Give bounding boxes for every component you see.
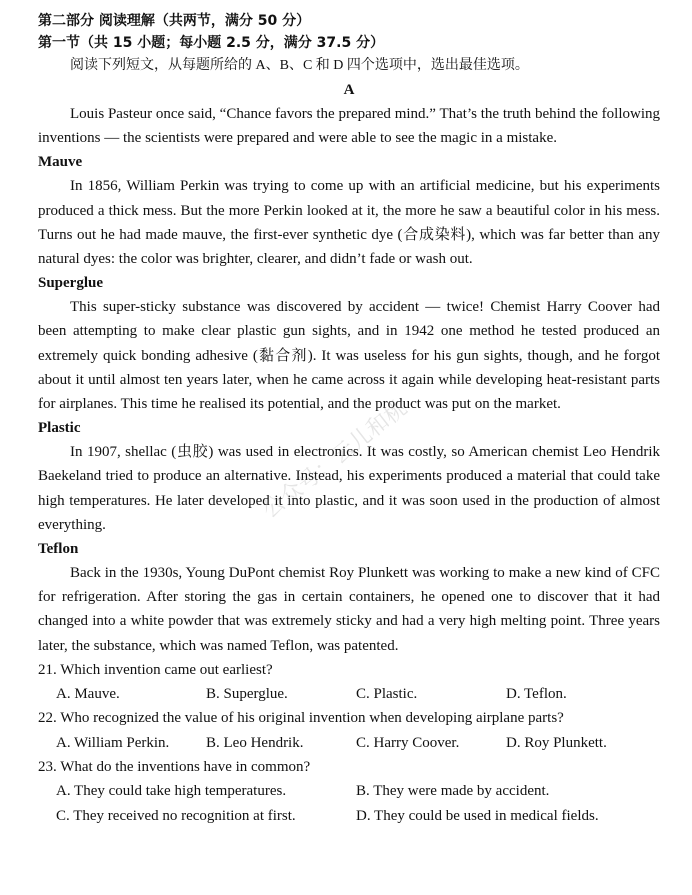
option-c[interactable]: C. Plastic. xyxy=(356,686,418,703)
question-23-options-row2 xyxy=(38,804,660,828)
option-b[interactable]: B. They were made by accident. xyxy=(356,783,550,800)
option-a[interactable]: A. Mauve. xyxy=(56,686,120,703)
option-a[interactable]: A. William Perkin. xyxy=(56,734,170,751)
option-b[interactable]: B. Leo Hendrik. xyxy=(206,734,304,751)
section-title-superglue: Superglue xyxy=(38,275,104,292)
intro-paragraph: Louis Pasteur once said, “Chance favors the prepared mind.” That’s the truth behind the following inventions — the scientists were prepared and were able to see the magic in a mistake. xyxy=(38,106,660,147)
section-title-mauve: Mauve xyxy=(38,154,83,171)
option-c[interactable]: C. Harry Coover. xyxy=(356,734,460,751)
section-text-plastic: In 1907, shellac (虫胶) was used in electronics. It was costly, so American chemist Leo Hendrik Baekeland tried to produce an alternative. Instead, his experiments produced a material that could take high temperatures. He later developed it into plastic, and it was soon used in the production of almost everything. xyxy=(38,444,660,533)
option-c[interactable]: C. They received no recognition at first. xyxy=(56,807,296,824)
watermark: 公众号：云儿和桃 xyxy=(258,395,413,524)
option-d[interactable]: D. Roy Plunkett. xyxy=(506,734,607,751)
option-a[interactable]: A. They could take high temperatures. xyxy=(56,783,287,800)
option-b[interactable]: B. Superglue. xyxy=(206,686,288,703)
question-23: 23. What do the inventions have in common? xyxy=(38,759,311,776)
section-text-superglue: This super-sticky substance was discovered by accident — twice! Chemist Harry Coover had been attempting to make clear plastic gun sights, and in 1942 one method he tested produced an extremely quick bonding adhesive (黏合剂). It was useless for his gun sights, though, and he forgot about it until almost ten years later, when he came across it again while developing heat-resistant parts for airplanes. This time he realised its potential, and the product was put on the market. xyxy=(38,299,660,413)
option-d[interactable]: D. They could be used in medical fields. xyxy=(356,807,599,824)
section-title-plastic: Plastic xyxy=(38,420,81,437)
question-21-options xyxy=(38,682,660,706)
section-title-teflon: Teflon xyxy=(38,541,79,558)
question-22-options xyxy=(38,731,660,755)
section-heading: 第一节（共 15 小题；每小题 2.5 分，满分 37.5 分） xyxy=(38,35,385,51)
question-21: 21. Which invention came out earliest? xyxy=(38,661,273,678)
passage-label: A xyxy=(343,82,355,98)
part-heading: 第二部分 阅读理解（共两节，满分 50 分） xyxy=(38,13,311,29)
option-d[interactable]: D. Teflon. xyxy=(506,686,567,703)
question-22: 22. Who recognized the value of his original invention when developing airplane parts? xyxy=(38,710,564,727)
question-23-options-row1 xyxy=(38,779,660,803)
section-text-mauve: In 1856, William Perkin was trying to come up with an artificial medicine, but his experiments produced a thick mess. But the more Perkin looked at it, the more he saw a beautiful color in his mess. Turns out he had made mauve, the first-ever synthetic dye (合成染料), which was far better than any natural dyes: the color was brighter, clearer, and didn’t fade or wash out. xyxy=(38,178,660,268)
instruction-text: 阅读下列短文，从每题所给的 A、B、C 和 D 四个选项中，选出最佳选项。 xyxy=(70,58,529,73)
exam-page xyxy=(38,10,660,828)
section-text-teflon: Back in the 1930s, Young DuPont chemist Roy Plunkett was working to make a new kind of CFC for refrigeration. After storing the gas in certain containers, he opened one to discover that it had changed into a white powder that was extremely sticky and had a very high melting point. Three years later, the substance, which was named Teflon, was patented. xyxy=(38,565,660,654)
